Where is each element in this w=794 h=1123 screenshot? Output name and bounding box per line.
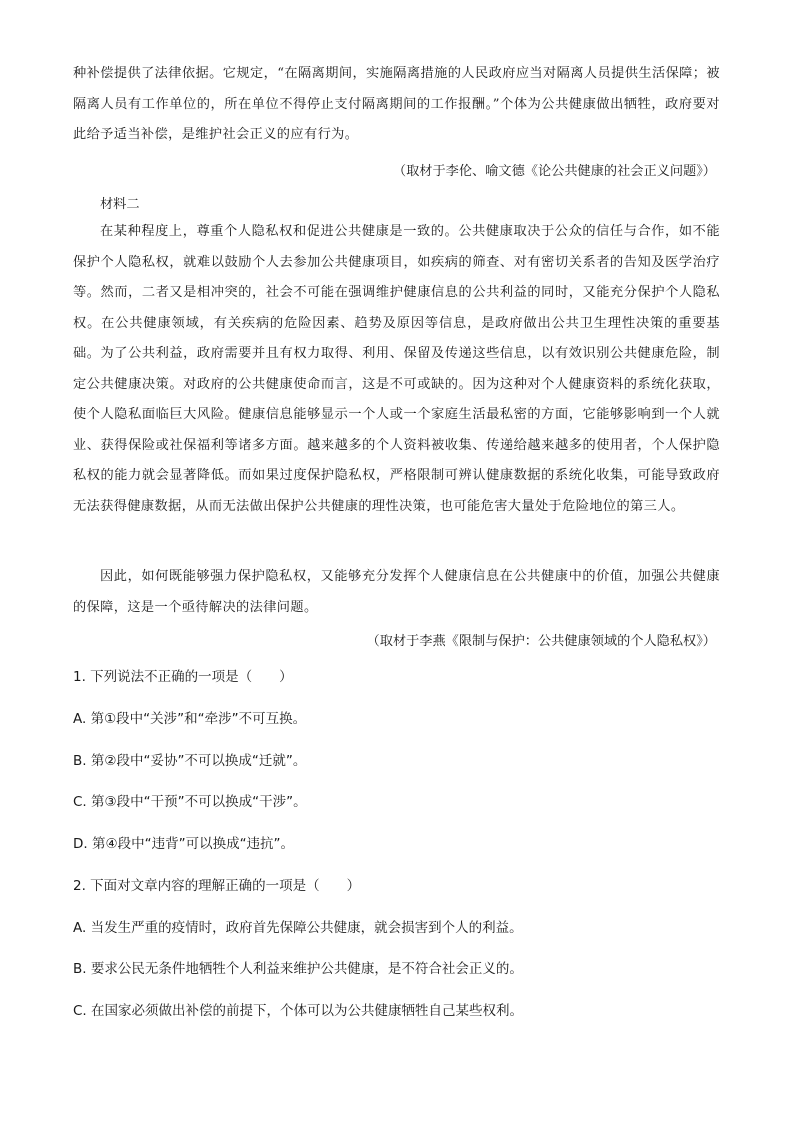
question-1-stem: 1. 下列说法不正确的一项是（ ） — [73, 669, 293, 685]
question-2-option-c: C. 在国家必须做出补偿的前提下，个体可以为公共健康牺牲自己某些权利。 — [73, 1003, 524, 1019]
question-2-stem: 2. 下面对文章内容的理解正确的一项是（ ） — [73, 878, 361, 894]
paragraph-text: 种补偿提供了法律依据。它规定，“在隔离期间，实施隔离措施的人民政府应当对隔离人员提供生活保障；被隔离人员有工作单位的，所在单位不得停止支付隔离期间的工作报酬。”个体为公共健康做出牺牲，政府要对此给予适当补偿，是维护社会正义的应有行为。 — [73, 66, 720, 142]
material1-source: （取材于李伦、喻文德《论公共健康的社会正义问题》） — [392, 164, 716, 179]
material2-paragraph-1 — [73, 217, 720, 522]
paragraph-text: 在某种程度上，尊重个人隐私权和促进公共健康是一致的。公共健康取决于公众的信任与合作，如不能保护个人隐私权，就难以鼓励个人去参加公共健康项目，如疾病的筛查、对有密切关系者的告知及医学治疗等。然而，二者又是相冲突的，社会不可能在强调维护健康信息的公共利益的同时，又能充分保护个人隐私权。在公共健康领域，有关疾病的危险因素、趋势及原因等信息，是政府做出公共卫生理性决策的重要基础。为了公共利益，政府需要并且有权力取得、利用、保留及传递这些信息，以有效识别公共健康危险，制定公共健康决策。对政府的公共健康使命而言，这是不可或缺的。因为这种对个人健康资料的系统化获取，使个人隐私面临巨大风险。健康信息能够显示一个人或一个家庭生活最私密的方面，它能够影响到一个人就业、获得保险或社保福利等诸多方面。越来越多的个人资料被收集、传递给越来越多的使用者，个人保护隐私权的能力就会显著降低。而如果过度保护隐私权，严格限制可辨认健康数据的系统化收集，可能导致政府无法获得健康数据，从而无法做出保护公共健康的理性决策，也可能危害大量处于危险地位的第三人。 — [73, 224, 720, 514]
question-1-option-c: C. 第③段中“干预”不可以换成“干涉”。 — [73, 794, 307, 810]
question-1-option-d: D. 第④段中“违背”可以换成“违抗”。 — [73, 836, 295, 852]
material2-source: （取材于李燕《限制与保护：公共健康领域的个人隐私权》） — [366, 634, 716, 649]
question-2-option-a: A. 当发生严重的疫情时，政府首先保障公共健康，就会损害到个人的利益。 — [73, 920, 523, 936]
question-1-option-b: B. 第②段中“妥协”不可以换成“迁就”。 — [73, 753, 307, 769]
material2-heading: 材料二 — [100, 197, 140, 212]
question-1-option-a: A. 第①段中“关涉”和“牵涉”不可互换。 — [73, 711, 307, 727]
question-2-option-b: B. 要求公民无条件地牺牲个人利益来维护公共健康，是不符合社会正义的。 — [73, 961, 523, 977]
paragraph-text: 因此，如何既能够强力保护隐私权，又能够充分发挥个人健康信息在公共健康中的价值，加强公共健康的保障，这是一个亟待解决的法律问题。 — [73, 569, 720, 615]
material1-tail-paragraph — [73, 59, 720, 151]
material2-paragraph-2 — [73, 562, 720, 623]
